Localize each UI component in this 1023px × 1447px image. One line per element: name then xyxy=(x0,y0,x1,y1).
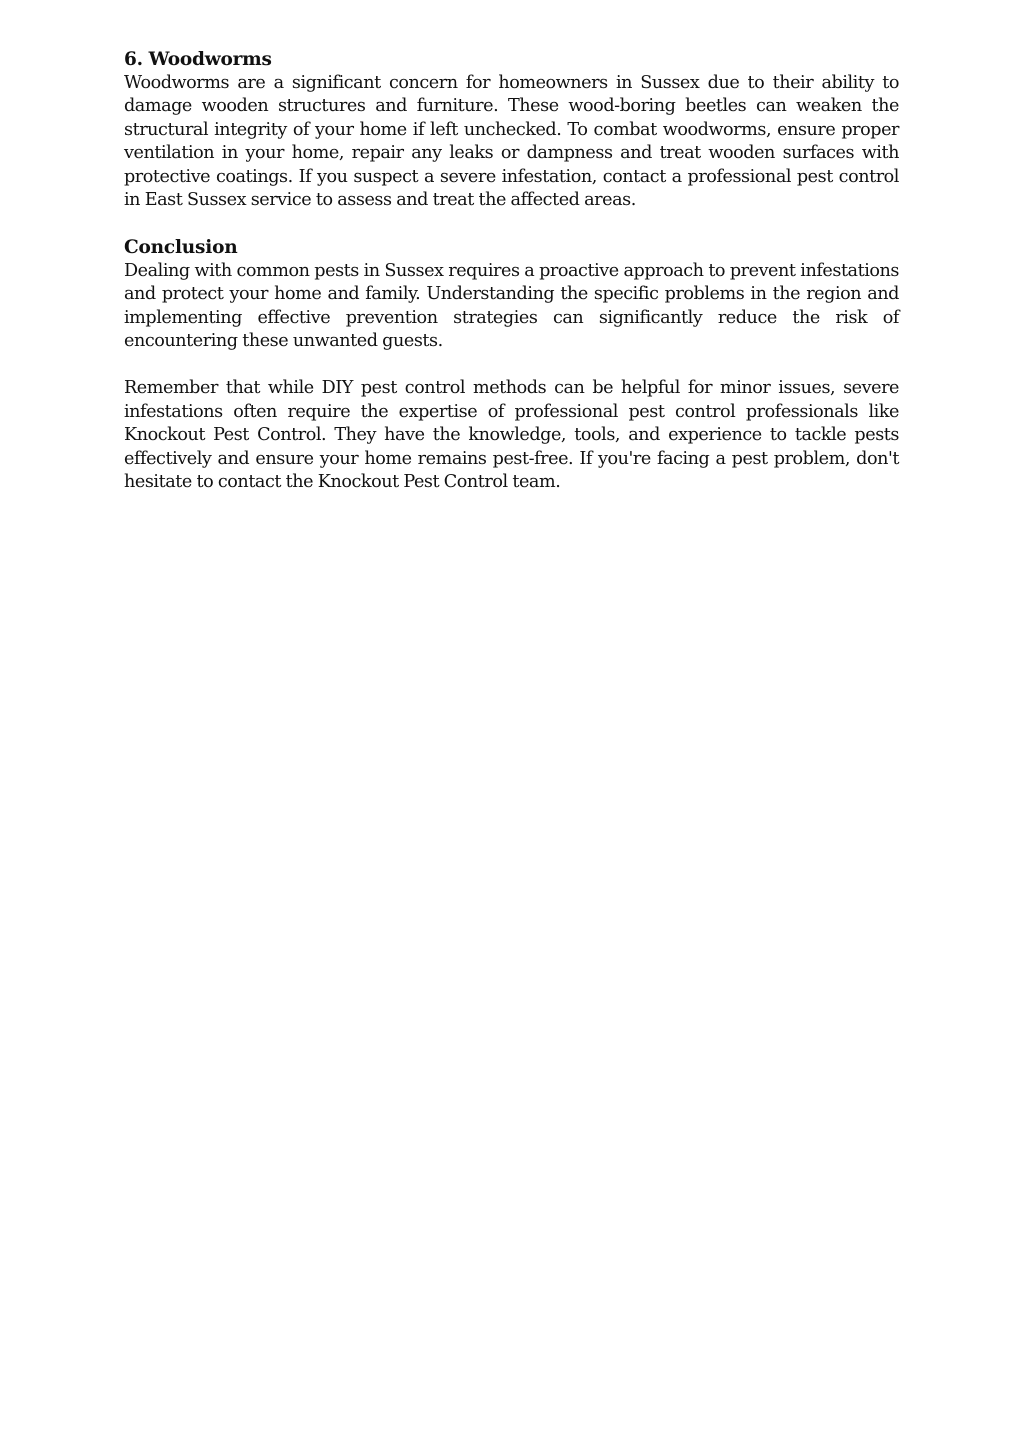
section-heading: Conclusion xyxy=(124,237,238,258)
paragraph: Remember that while DIY pest control methods can be helpful for minor issues, severe infestations often require the expertise of professional pest control professionals like Knockout Pest Control. They have the knowledge, tools, and experience to tackle pests effectively and ensure your home remains pest-free. If you're facing a pest problem, don't hesitate to contact the Knockout Pest Control team. xyxy=(124,378,899,492)
paragraph: Dealing with common pests in Sussex requires a proactive approach to prevent infestations and protect your home and family. Understanding the specific problems in the region and implementing effective prevention strategies can significantly reduce the risk of encountering these unwanted guests. xyxy=(124,260,899,351)
section-heading: 6. Woodworms xyxy=(124,49,272,70)
paragraph: Woodworms are a significant concern for homeowners in Sussex due to their ability to damage wooden structures and furniture. These wood-boring beetles can weaken the structural integrity of your home if left unchecked. To combat woodworms, ensure proper ventilation in your home, repair any leaks or dampness and treat wooden surfaces with protective coatings. If you suspect a severe infestation, contact a professional pest control in East Sussex service to assess and treat the affected areas. xyxy=(124,72,899,210)
section-conclusion xyxy=(124,236,899,495)
document-page xyxy=(124,48,899,518)
paragraph-spacer xyxy=(124,354,899,378)
section-woodworms xyxy=(124,48,899,213)
